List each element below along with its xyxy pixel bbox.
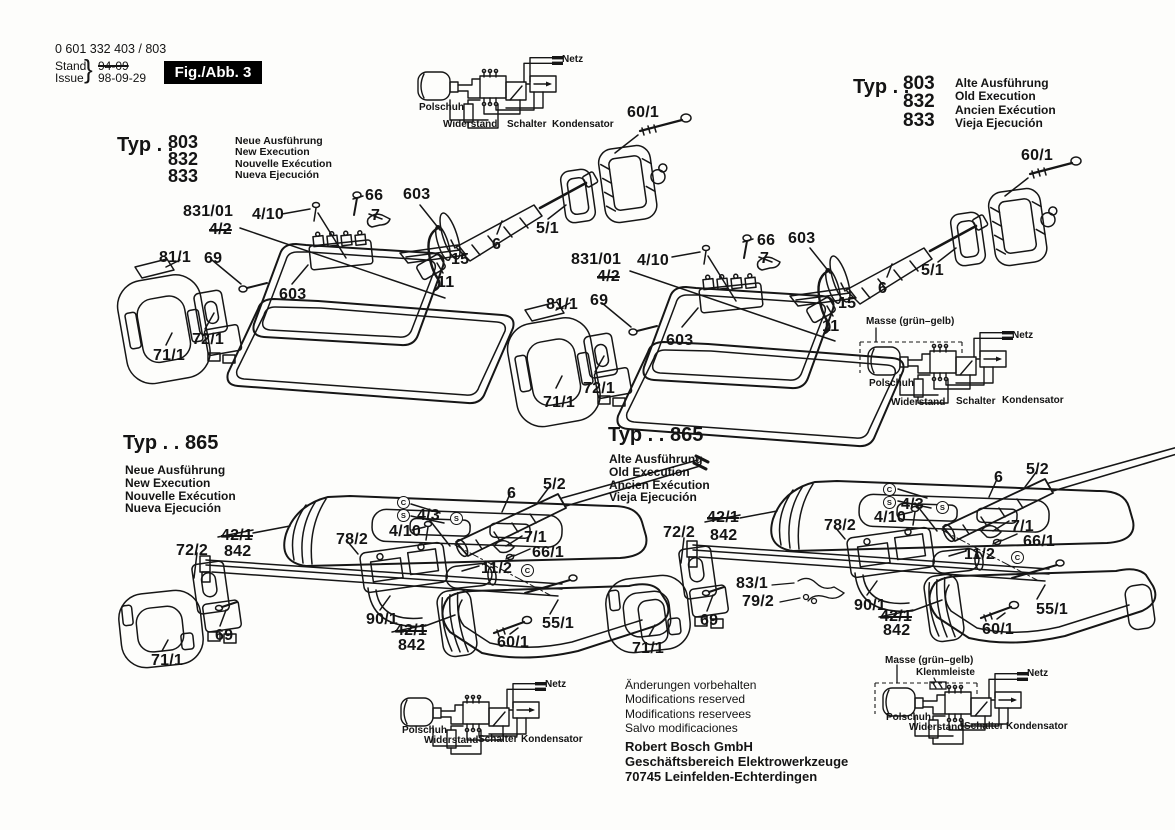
wiring-label: Klemmleiste [916,667,975,678]
part-callout: 72/2 [176,542,208,559]
variant-line: Old Execution [609,464,690,479]
typ-model: 865 [185,432,219,454]
part-callout: 78/2 [824,517,856,534]
variant-line: Alte Ausführung [609,452,703,466]
part-callout: 66 [757,232,776,249]
wiring-label: Kondensator [552,119,614,130]
part-callout: 4/3 [901,496,924,513]
part-callout: 4/2 [597,268,620,285]
part-callout: 78/2 [336,531,368,548]
diagram-803-old-execution [503,157,1081,446]
part-callout: 60/1 [982,621,1014,638]
variant-line: Nouvelle Exécution [235,157,332,170]
part-callout: 6 [878,280,888,297]
wiring-label: Schalter [507,119,547,130]
company-line: 70745 Leinfelden-Echterdingen [625,768,818,784]
part-callout: 15 [451,251,470,268]
part-callout: 831/01 [571,251,622,268]
company-line: Robert Bosch GmbH [625,739,753,754]
circled-mark: S [450,512,463,525]
circled-mark: C [883,483,896,496]
typ-prefix: Typ . . [123,432,180,454]
typ-block-865-new [123,432,303,517]
wiring-label: Kondensator [521,734,583,745]
part-callout: 7/1 [1011,518,1034,535]
part-callout: 5/2 [543,476,566,493]
note-line: Modifications reservees [625,706,752,721]
wiring-label: Schalter [956,396,996,407]
part-callout: 42/1 [395,622,427,639]
wiring-label: Polschuh [402,725,448,736]
typ-models [903,75,935,130]
circled-mark: C [397,496,410,509]
typ-model: 803 [168,132,199,152]
variant-line: Nouvelle Exécution [125,488,236,503]
variant-line: Vieja Ejecución [955,116,1043,131]
part-callout: 4/10 [874,509,906,526]
part-callout: 55/1 [542,615,574,632]
part-callout: 842 [883,622,911,639]
part-callout: 42/1 [707,509,739,526]
note-line: Salvo modificaciones [625,721,738,736]
part-callout: 55/1 [1036,601,1068,618]
part-callout: 6 [492,236,502,253]
modification-notes [625,678,756,736]
typ-models [168,134,198,185]
typ-model: 865 [670,424,704,446]
typ-block-803-new [117,131,367,201]
part-number: 0 601 332 403 / 803 [55,42,167,56]
company-address [625,740,848,784]
wiring-label: Widerstand [424,735,479,746]
wiring-label: Widerstand [891,397,946,408]
wiring-label: Kondensator [1006,721,1068,732]
brace-glyph: } [84,54,93,84]
part-callout: 15 [838,295,857,312]
figure-number-badge: Fig./Abb. 3 [164,61,262,84]
issue-label: Issue [55,71,84,85]
variant-line: New Execution [235,146,310,159]
part-callout: 83/1 [736,575,768,592]
part-callout: 603 [788,230,816,247]
part-callout: 69 [215,627,234,644]
part-callout: 4/10 [637,252,669,269]
wiring-label: Widerstand [909,722,964,733]
part-callout: 831/01 [183,203,234,220]
typ-prefix: Typ . . [608,424,665,446]
circled-mark: S [883,496,896,509]
part-callout: 11 [822,318,840,335]
part-callout: 11/2 [481,560,513,577]
variant-line: Vieja Ejecución [609,490,697,505]
part-callout: 60/1 [1021,147,1053,164]
part-callout: 69 [204,250,223,267]
variant-line: Neue Ausführung [235,135,323,147]
wiring-label: Schalter [964,721,1004,732]
wiring-schematic-bottom-mid [401,682,546,754]
variant-line: Old Execution [955,89,1036,104]
part-callout: 71/1 [632,640,664,657]
variant-line: Ancien Exécution [609,477,710,492]
part-callout: 71/1 [151,652,183,669]
part-callout: 60/1 [627,104,659,121]
part-callout: 60/1 [497,634,529,651]
variant-line: Alte Ausführung [955,76,1049,90]
typ-variants [609,453,710,504]
part-callout: 5/1 [921,262,944,279]
part-callout: 11/2 [964,546,996,563]
part-callout: 42/1 [221,527,253,544]
circled-mark: S [397,509,410,522]
stand-value-struck: 94-09 [98,59,129,73]
issue-value: 98-09-29 [98,71,147,85]
part-callout: 66/1 [532,544,564,561]
variant-line: Neue Ausführung [125,463,226,477]
circled-mark: C [521,564,534,577]
part-callout: 71/1 [543,394,575,411]
typ-block-865-old [608,424,788,509]
part-callout: 4/2 [209,221,232,238]
typ-variants [235,136,332,182]
wiring-label: Netz [562,54,584,65]
part-callout: 842 [398,637,426,654]
part-callout: 66/1 [1023,533,1055,550]
part-callout: 90/1 [854,597,886,614]
circled-mark: C [1011,551,1024,564]
part-callout: 7 [371,207,381,224]
typ-block-803-old [853,72,1113,142]
variant-line: Nueva Ejecución [235,169,320,182]
company-line: Geschäftsbereich Elektrowerkzeuge [625,753,849,769]
typ-model: 832 [168,149,199,169]
part-callout: 4/10 [389,523,421,540]
part-callout: 81/1 [159,249,191,266]
typ-prefix: Typ . . [117,134,174,156]
part-callout: 4/10 [252,206,284,223]
wiring-label: Polschuh [886,712,932,723]
part-callout: 69 [700,612,719,629]
part-callout: 71/1 [153,347,185,364]
note-line: Änderungen vorbehalten [625,678,757,692]
part-callout: 603 [279,286,307,303]
typ-prefix: Typ . . [853,76,910,98]
variant-line: Nueva Ejecución [125,501,222,516]
part-callout: 90/1 [366,611,398,628]
wiring-label: Polschuh [419,102,465,113]
typ-model: 833 [903,109,935,131]
typ-model: 832 [903,91,935,113]
part-callout: 66 [365,187,384,204]
wiring-label: Schalter [478,734,518,745]
part-callout: 6 [507,485,517,502]
stand-label: Stand [55,59,87,73]
wiring-label: Netz [1012,330,1034,341]
part-callout: 6 [994,469,1004,486]
part-callout: 42/1 [880,608,912,625]
circled-mark: S [936,501,949,514]
part-callout: 603 [403,186,431,203]
wiring-label: Netz [1027,668,1049,679]
part-callout: 842 [224,543,252,560]
part-callout: 81/1 [546,296,578,313]
wiring-schematic-top [418,56,563,128]
wiring-label: Masse (grün–gelb) [866,316,955,327]
part-callout: 79/2 [742,593,774,610]
part-callout: 72/1 [583,380,615,397]
part-callout: 11 [437,274,455,291]
part-callout: 7 [760,250,770,267]
variant-line: New Execution [125,475,211,490]
typ-model: 833 [168,166,199,186]
part-callout: 842 [710,527,738,544]
part-callout: 4/3 [417,507,440,524]
part-callout: 5/1 [536,220,559,237]
part-callout: 72/1 [192,331,224,348]
wiring-label: Polschuh [869,378,915,389]
wiring-label: Netz [545,679,567,690]
typ-variants [955,77,1056,131]
part-callout: 72/2 [663,524,695,541]
wiring-label: Masse (grün–gelb) [885,655,974,666]
wiring-label: Widerstand [443,119,498,130]
wiring-label: Kondensator [1002,395,1064,406]
part-callout: 603 [666,332,694,349]
typ-model: 803 [903,73,935,94]
typ-variants [125,464,236,515]
note-line: Modifications reserved [625,692,746,707]
part-callout: 69 [590,292,609,309]
part-callout: 7/1 [524,529,547,546]
part-callout: 5/2 [1026,461,1049,478]
variant-line: Ancien Exécution [955,102,1056,117]
